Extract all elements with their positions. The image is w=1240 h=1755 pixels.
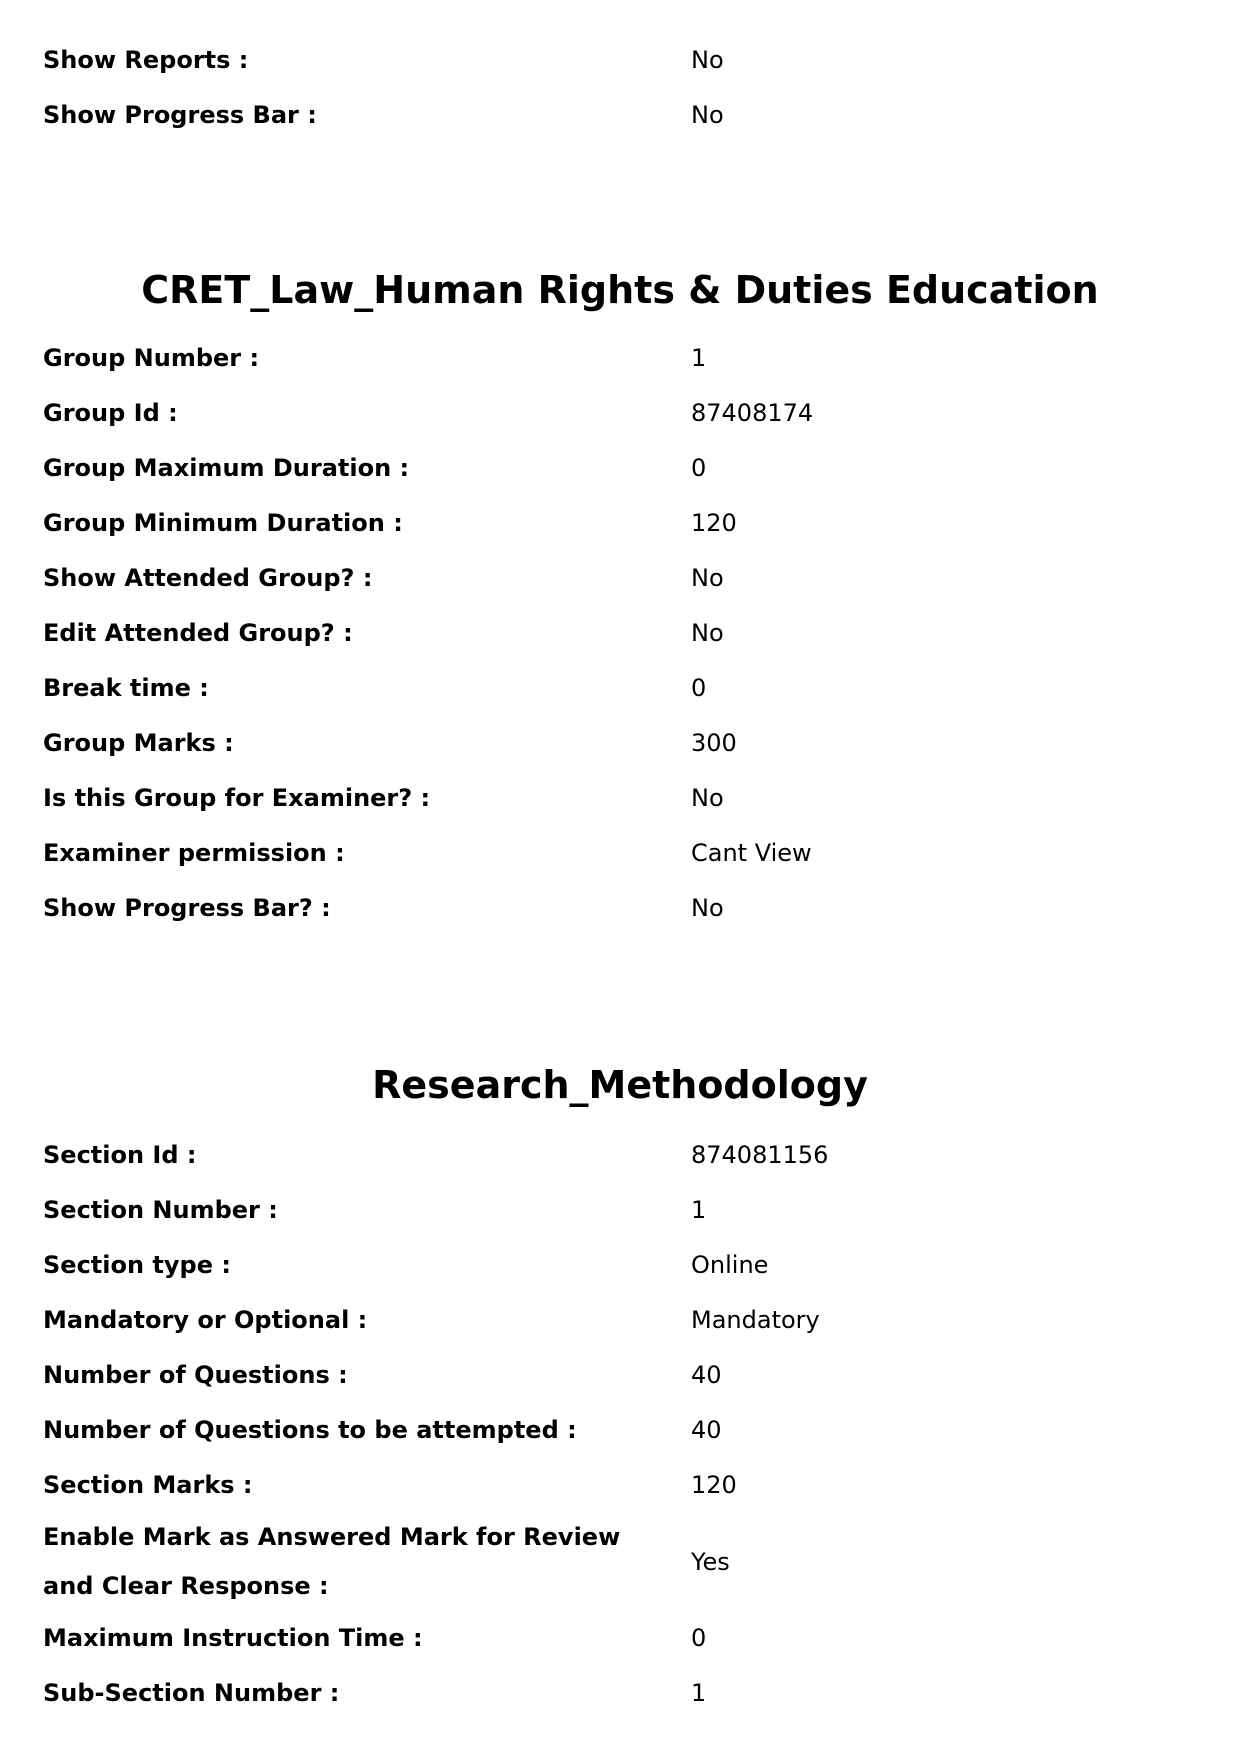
group-value: Cant View bbox=[691, 839, 812, 867]
section-value: 0 bbox=[691, 1624, 707, 1652]
section-row bbox=[43, 1513, 1203, 1611]
setting-label: Show Reports : bbox=[43, 46, 249, 74]
group-value: No bbox=[691, 894, 724, 922]
group-label: Edit Attended Group? : bbox=[43, 619, 353, 647]
section-label: Section Id : bbox=[43, 1141, 197, 1169]
section-row bbox=[43, 1458, 1203, 1513]
section-label: Number of Questions to be attempted : bbox=[43, 1416, 577, 1444]
group-value: 120 bbox=[691, 509, 737, 537]
section-label: Section Marks : bbox=[43, 1471, 253, 1499]
group-row bbox=[43, 826, 1203, 881]
setting-row bbox=[43, 33, 1203, 88]
section-value: Mandatory bbox=[691, 1306, 820, 1334]
group-label: Examiner permission : bbox=[43, 839, 345, 867]
section-value: 874081156 bbox=[691, 1141, 829, 1169]
section-value: 1 bbox=[691, 1679, 707, 1707]
setting-row bbox=[43, 88, 1203, 143]
setting-value: No bbox=[691, 46, 724, 74]
section-label: Mandatory or Optional : bbox=[43, 1306, 368, 1334]
top-settings bbox=[43, 33, 1203, 143]
section-row bbox=[43, 1183, 1203, 1238]
group-label: Group Minimum Duration : bbox=[43, 509, 403, 537]
section-value: Online bbox=[691, 1251, 769, 1279]
section-label: Sub-Section Number : bbox=[43, 1679, 340, 1707]
group-row bbox=[43, 386, 1203, 441]
section-title: Research_Methodology bbox=[372, 1063, 868, 1107]
section-value: 120 bbox=[691, 1471, 737, 1499]
group-value: 1 bbox=[691, 344, 707, 372]
group-row bbox=[43, 331, 1203, 386]
section-row bbox=[43, 1348, 1203, 1403]
group-row bbox=[43, 771, 1203, 826]
group-settings bbox=[43, 331, 1203, 936]
group-value: No bbox=[691, 564, 724, 592]
group-value: 87408174 bbox=[691, 399, 814, 427]
group-label: Group Number : bbox=[43, 344, 260, 372]
section-row bbox=[43, 1293, 1203, 1348]
section-label: Section type : bbox=[43, 1251, 231, 1279]
section-label: Enable Mark as Answered Mark for Review and Clear Response : bbox=[43, 1523, 621, 1600]
group-title: CRET_Law_Human Rights & Duties Education bbox=[141, 268, 1099, 312]
section-row bbox=[43, 1238, 1203, 1293]
section-value: 40 bbox=[691, 1416, 722, 1444]
group-value: 300 bbox=[691, 729, 737, 757]
group-row bbox=[43, 716, 1203, 771]
section-row bbox=[43, 1403, 1203, 1458]
section-row bbox=[43, 1666, 1203, 1721]
group-row bbox=[43, 496, 1203, 551]
setting-label: Show Progress Bar : bbox=[43, 101, 317, 129]
group-row bbox=[43, 551, 1203, 606]
section-value: Yes bbox=[691, 1547, 730, 1576]
group-label: Show Attended Group? : bbox=[43, 564, 373, 592]
group-value: No bbox=[691, 784, 724, 812]
section-value: 1 bbox=[691, 1196, 707, 1224]
group-value: 0 bbox=[691, 454, 707, 482]
section-settings bbox=[43, 1128, 1203, 1721]
section-row bbox=[43, 1128, 1203, 1183]
section-label: Number of Questions : bbox=[43, 1361, 348, 1389]
group-row bbox=[43, 661, 1203, 716]
section-label: Section Number : bbox=[43, 1196, 278, 1224]
section-row bbox=[43, 1611, 1203, 1666]
group-row bbox=[43, 881, 1203, 936]
group-row bbox=[43, 441, 1203, 496]
section-value: 40 bbox=[691, 1361, 722, 1389]
section-label: Maximum Instruction Time : bbox=[43, 1624, 423, 1652]
group-label: Group Marks : bbox=[43, 729, 234, 757]
setting-value: No bbox=[691, 101, 724, 129]
group-label: Show Progress Bar? : bbox=[43, 894, 331, 922]
group-label: Group Id : bbox=[43, 399, 178, 427]
group-value: 0 bbox=[691, 674, 707, 702]
group-label: Break time : bbox=[43, 674, 209, 702]
group-value: No bbox=[691, 619, 724, 647]
group-row bbox=[43, 606, 1203, 661]
group-label: Is this Group for Examiner? : bbox=[43, 784, 431, 812]
group-label: Group Maximum Duration : bbox=[43, 454, 410, 482]
